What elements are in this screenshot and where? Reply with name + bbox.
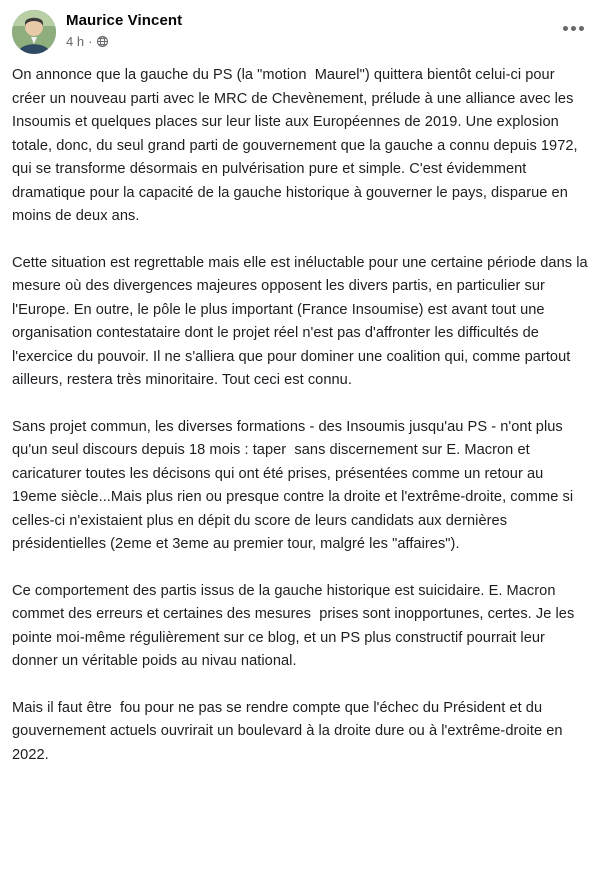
ellipsis-icon[interactable]	[556, 18, 590, 38]
post-paragraph: On annonce que la gauche du PS (la "motion Maurel") quittera bientôt celui-ci pour créer un nouveau parti avec le MRC de Chevènement, prélude à une alliance avec les Insoumis et quelques places sur leur liste aux Européennes de 2019. Une explosion totale, donc, du seul grand parti de gouvernement que la gauche a connu depuis 1972, qui se transforme désormais en pulvérisation pure et simple. C'est évidemment dramatique pour la capacité de la gauche historique à gouverner le pays, disparue en moins de deux ans.	[12, 67, 582, 224]
post-meta	[66, 33, 182, 50]
post-paragraph: Mais il faut être fou pour ne pas se rendre compte que l'échec du Président et du gouvernement actuels ouvrirait un boulevard à la droite dure ou à l'extrême-droite en 2022.	[12, 699, 567, 763]
post-paragraph: Ce comportement des partis issus de la gauche historique est suicidaire. E. Macron commet des erreurs et certaines des mesures prises sont inopportunes, certes. Je les pointe moi-même régulièrement sur ce blog, et un PS plus constructif pourrait leur donner un véritable poids au nivau national.	[12, 582, 579, 669]
avatar-image	[12, 10, 56, 54]
author-name[interactable]: Maurice Vincent	[66, 12, 183, 29]
post-header	[12, 10, 592, 54]
dot	[579, 26, 584, 31]
avatar[interactable]	[12, 10, 56, 54]
post-paragraph: Cette situation est regrettable mais elle est inéluctable pour une certaine période dans la mesure où des divergences majeures opposent les divers partis, en particulier sur l'Europe. En outre, le pôle le plus important (France Insoumise) est avant tout une organisation contestataire dont le projet réel n'est pas d'affronter les difficultés de l'exercice du pouvoir. Il ne s'alliera que pour dominer une coalition qui, comme partout ailleurs, restera très minoritaire. Tout ceci est connu.	[12, 254, 592, 388]
post-timestamp[interactable]: 4 h	[66, 34, 85, 49]
dot	[563, 26, 568, 31]
meta-separator: ·	[88, 34, 93, 49]
globe-icon[interactable]	[96, 35, 109, 48]
post-paragraph: Sans projet commun, les diverses formations - des Insoumis jusqu'au PS - n'ont plus qu'un seul discours depuis 18 mois : taper sans discernement sur E. Macron et caricaturer toutes les décisons qui ont été prises, présentées comme un retour au 19eme siècle...Mais plus rien ou presque contre la droite et l'extrême-droite, comme si celles-ci n'existaient plus en dépit du score de leurs candidats aux dernières présidentielles (2eme et 3eme au premier tour, malgré les "affaires").	[12, 418, 578, 552]
post-body	[12, 64, 592, 767]
header-text	[66, 10, 182, 50]
dot	[571, 26, 576, 31]
